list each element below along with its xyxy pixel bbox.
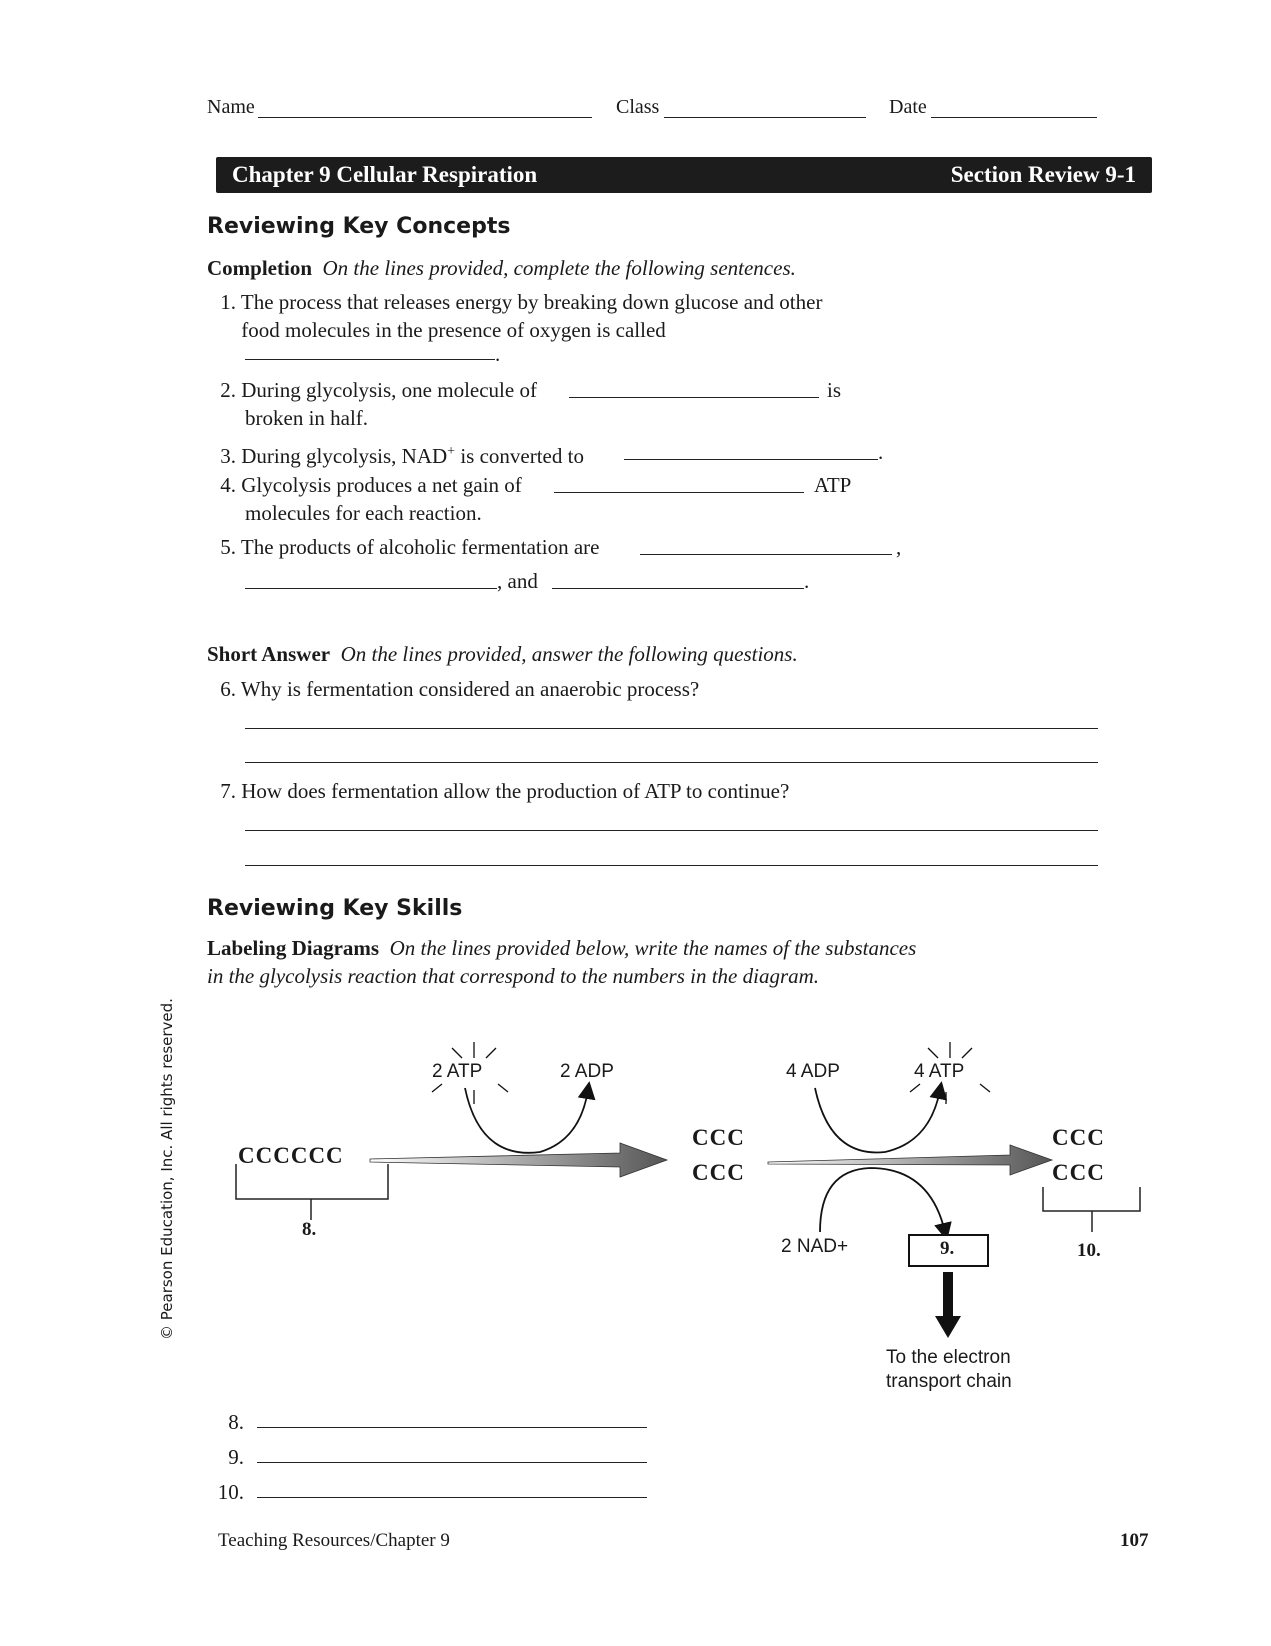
q2-text-b: is	[827, 378, 842, 402]
q1-period: .	[495, 342, 501, 366]
copyright-note: © Pearson Education, Inc. All rights reserved.	[158, 998, 176, 1340]
q1-line1: The process that releases energy by breaking down glucose and other	[240, 290, 823, 314]
footer-left: Teaching Resources/Chapter 9	[218, 1530, 450, 1551]
skills-heading: Reviewing Key Skills	[207, 896, 463, 921]
diagram-num-10: 10.	[1077, 1240, 1101, 1261]
class-label: Class	[616, 96, 660, 118]
pyruvic-molecule-bottom: CCC	[1052, 1160, 1105, 1185]
answer-9-number: 9.	[228, 1445, 244, 1469]
q6-text: Why is fermentation considered an anaerobic process?	[240, 677, 700, 701]
diagram-num-8: 8.	[302, 1219, 317, 1240]
chapter-title: Chapter 9 Cellular Respiration	[232, 162, 538, 187]
label-nad: 2 NAD+	[781, 1236, 849, 1257]
q5-text-a: The products of alcoholic fermentation are	[240, 535, 600, 559]
q6-number: 6.	[220, 677, 236, 701]
etc-line2: transport chain	[886, 1371, 1012, 1392]
etc-line1: To the electron	[886, 1347, 1011, 1368]
q5-comma: ,	[896, 535, 902, 559]
q4-number: 4.	[220, 473, 236, 497]
arrow-to-etc	[935, 1272, 961, 1338]
label-4adp: 4 ADP	[786, 1061, 840, 1082]
q5-period: .	[804, 569, 810, 593]
answer-9-line[interactable]	[257, 1462, 647, 1463]
skills-instr-line2: in the glycolysis reaction that correspond to the numbers in the diagram.	[207, 964, 820, 988]
main-arrow-2	[768, 1145, 1052, 1175]
completion-label: Completion	[207, 256, 312, 280]
q2-text-a: During glycolysis, one molecule of	[241, 378, 537, 402]
q4-line2: molecules for each reaction.	[245, 501, 482, 525]
q3-text: During glycolysis, NAD	[241, 444, 448, 468]
concepts-heading: Reviewing Key Concepts	[207, 214, 511, 239]
section-title: Section Review 9-1	[950, 162, 1136, 187]
bracket-10	[1043, 1187, 1140, 1232]
label-4atp: 4 ATP	[914, 1061, 965, 1082]
pyruvic-molecule-top: CCC	[1052, 1125, 1105, 1150]
name-label: Name	[207, 96, 255, 118]
glucose-molecule: CCCCCC	[238, 1143, 344, 1168]
date-label: Date	[889, 96, 927, 118]
q5-number: 5.	[220, 535, 236, 559]
q3-number: 3.	[220, 444, 236, 468]
q4-text-a: Glycolysis produces a net gain of	[241, 473, 522, 497]
q1-number: 1.	[220, 290, 236, 314]
curve-nad	[820, 1168, 945, 1232]
answer-10-number: 10.	[217, 1480, 244, 1504]
skills-label: Labeling Diagrams	[207, 936, 380, 960]
q5-and: , and	[497, 569, 538, 593]
q7-number: 7.	[220, 779, 236, 803]
q3-period: .	[878, 440, 884, 464]
q1-line2: food molecules in the presence of oxygen is called	[241, 318, 666, 342]
main-arrow-1	[370, 1143, 667, 1177]
answer-10-line[interactable]	[257, 1497, 647, 1498]
pga-molecule-bottom: CCC	[692, 1160, 745, 1185]
q3-sup: +	[447, 444, 456, 459]
completion-instr: On the lines provided, complete the following sentences.	[322, 256, 796, 280]
answer-8-number: 8.	[228, 1410, 244, 1434]
curve-4adp-4atp	[815, 1088, 940, 1152]
q3-after: is converted to	[455, 444, 584, 468]
label-2atp: 2 ATP	[432, 1061, 483, 1082]
diagram-num-9: 9.	[940, 1238, 955, 1259]
label-2adp: 2 ADP	[560, 1061, 614, 1082]
q2-number: 2.	[220, 378, 236, 402]
pga-molecule-top: CCC	[692, 1125, 745, 1150]
q2-line2: broken in half.	[245, 406, 369, 430]
etc-label	[886, 1346, 1012, 1394]
q4-text-b: ATP	[814, 473, 852, 497]
skills-instr-line1: On the lines provided below, write the names of the substances	[389, 936, 917, 960]
short-answer-label: Short Answer	[207, 642, 331, 666]
curve-2atp-2adp	[465, 1088, 588, 1153]
page-number: 107	[1120, 1530, 1149, 1551]
q7-text: How does fermentation allow the production of ATP to continue?	[241, 779, 790, 803]
short-answer-instr: On the lines provided, answer the following questions.	[340, 642, 798, 666]
answer-8-line[interactable]	[257, 1427, 647, 1428]
bracket-8	[236, 1164, 388, 1220]
